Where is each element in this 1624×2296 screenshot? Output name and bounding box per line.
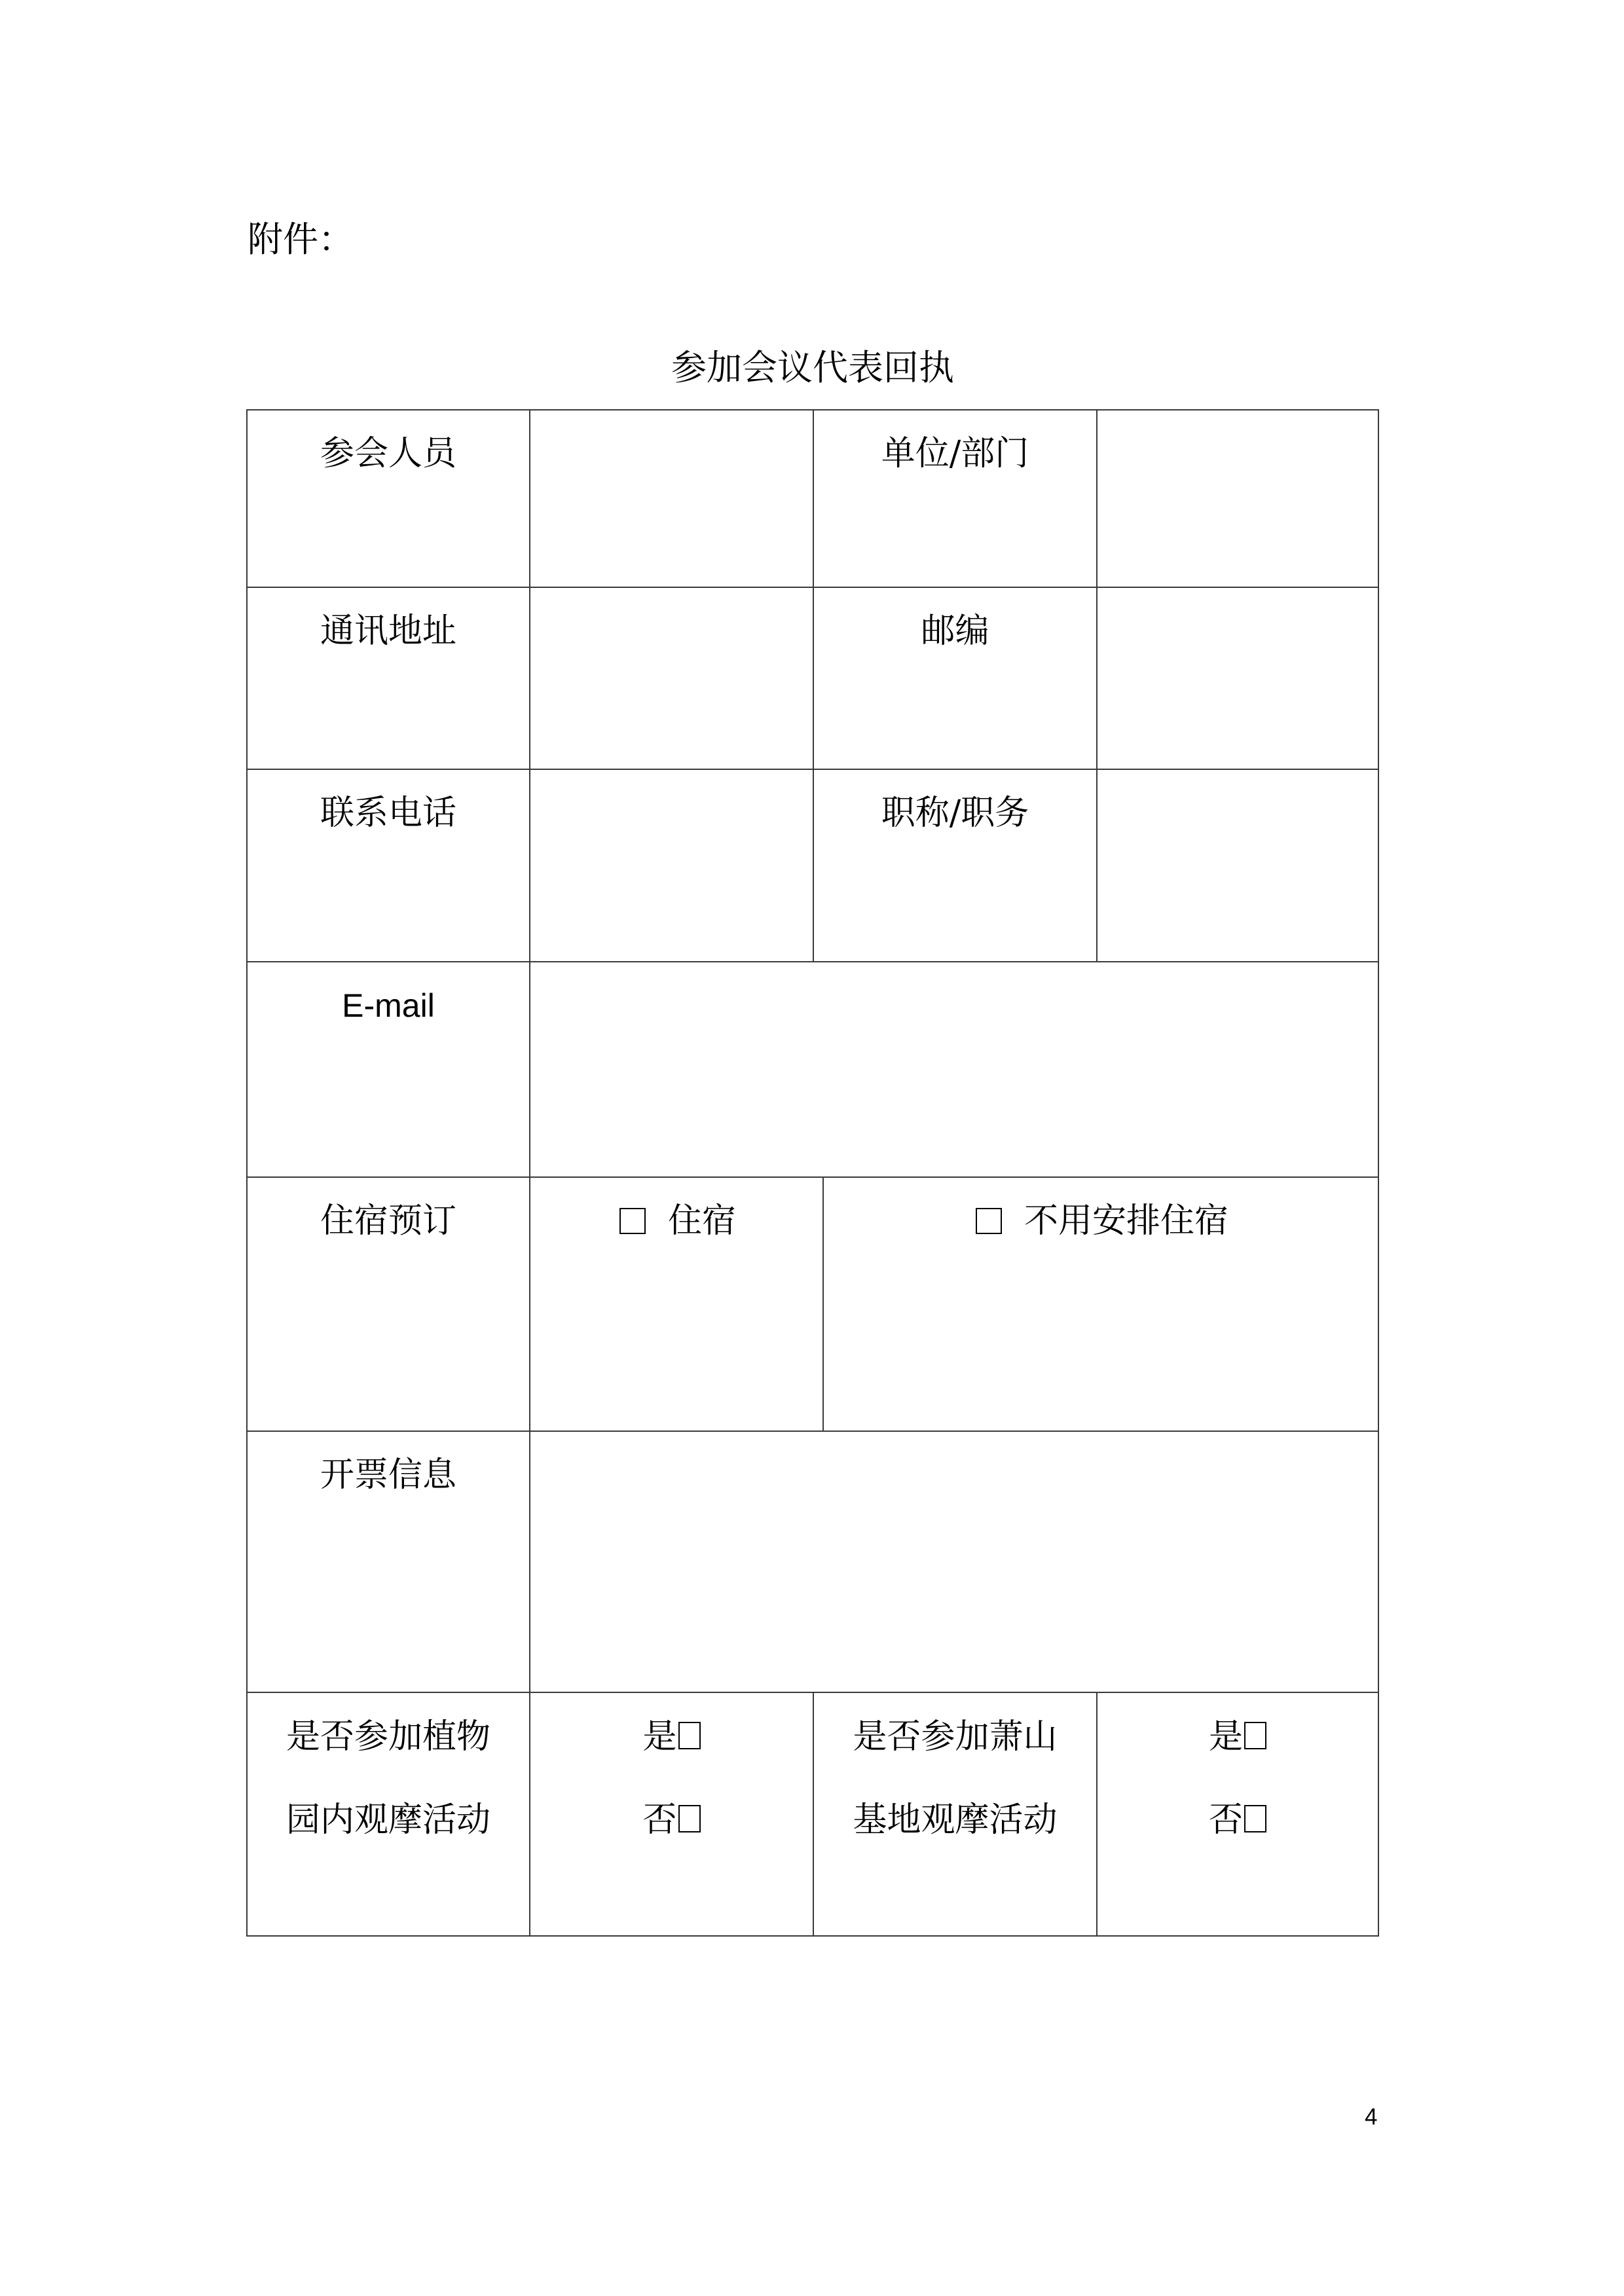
label-text: 通讯地址 <box>320 611 456 651</box>
label-accommodation <box>246 1176 530 1432</box>
option-need-accommodation[interactable] <box>617 1200 736 1242</box>
garden-visit-choices <box>529 1692 814 1937</box>
choice-label: 否 <box>1208 1800 1243 1840</box>
label-text-line: 园内观摩活动 <box>286 1800 490 1840</box>
choice-label: 否 <box>642 1800 677 1840</box>
label-invoice <box>246 1430 530 1693</box>
option-label: 不用安排住宿 <box>1024 1201 1228 1241</box>
label-organization <box>813 409 1098 588</box>
input-organization[interactable] <box>1096 409 1379 588</box>
choice-xiaoshan-yes[interactable] <box>1098 1696 1378 1779</box>
label-phone <box>246 769 530 962</box>
option-no-accommodation-cell <box>822 1176 1379 1432</box>
checkbox-icon[interactable] <box>1244 1805 1266 1832</box>
label-address <box>246 587 530 770</box>
option-no-accommodation[interactable] <box>973 1200 1228 1242</box>
label-text-line: 基地观摩活动 <box>853 1800 1058 1840</box>
choice-label: 是 <box>1208 1717 1243 1757</box>
choice-garden-yes[interactable] <box>530 1696 813 1779</box>
input-phone[interactable] <box>529 769 814 962</box>
checkbox-icon[interactable] <box>976 1208 1002 1234</box>
label-text: 职称/职务 <box>881 793 1029 833</box>
label-text-line: 是否参加萧山 <box>853 1717 1058 1757</box>
label-text: 联系电话 <box>320 793 456 833</box>
label-text: 单位/部门 <box>881 434 1029 473</box>
label-text: 邮编 <box>921 611 989 651</box>
page-number: 4 <box>1365 2104 1378 2130</box>
form-title: 参加会议代表回执 <box>671 347 954 388</box>
label-postcode <box>813 587 1098 770</box>
checkbox-icon[interactable] <box>1244 1722 1266 1749</box>
input-attendee[interactable] <box>529 409 814 588</box>
label-text-line: 是否参加植物 <box>286 1717 490 1757</box>
choice-xiaoshan-no[interactable] <box>1098 1779 1378 1862</box>
label-title-position <box>813 769 1098 962</box>
choice-garden-no[interactable] <box>530 1779 813 1862</box>
checkbox-icon[interactable] <box>619 1208 646 1234</box>
label-text: E-mail <box>342 987 435 1024</box>
input-postcode[interactable] <box>1096 587 1379 770</box>
registration-form-table <box>246 409 1379 1937</box>
input-address[interactable] <box>529 587 814 770</box>
input-invoice[interactable] <box>529 1430 1379 1693</box>
option-label: 住宿 <box>667 1201 736 1241</box>
label-xiaoshan-visit <box>813 1692 1098 1937</box>
input-email[interactable] <box>529 961 1379 1178</box>
label-garden-visit <box>246 1692 530 1937</box>
option-accommodation-cell <box>529 1176 824 1432</box>
label-text: 参会人员 <box>320 434 456 473</box>
checkbox-icon[interactable] <box>678 1722 701 1749</box>
xiaoshan-visit-choices <box>1096 1692 1379 1937</box>
label-text: 住宿预订 <box>320 1201 456 1241</box>
checkbox-icon[interactable] <box>678 1805 701 1832</box>
label-email <box>246 961 530 1178</box>
choice-label: 是 <box>642 1717 677 1757</box>
label-text: 开票信息 <box>320 1455 456 1495</box>
input-title-position[interactable] <box>1096 769 1379 962</box>
label-attendee <box>246 409 530 588</box>
attachment-label: 附件： <box>248 219 354 260</box>
